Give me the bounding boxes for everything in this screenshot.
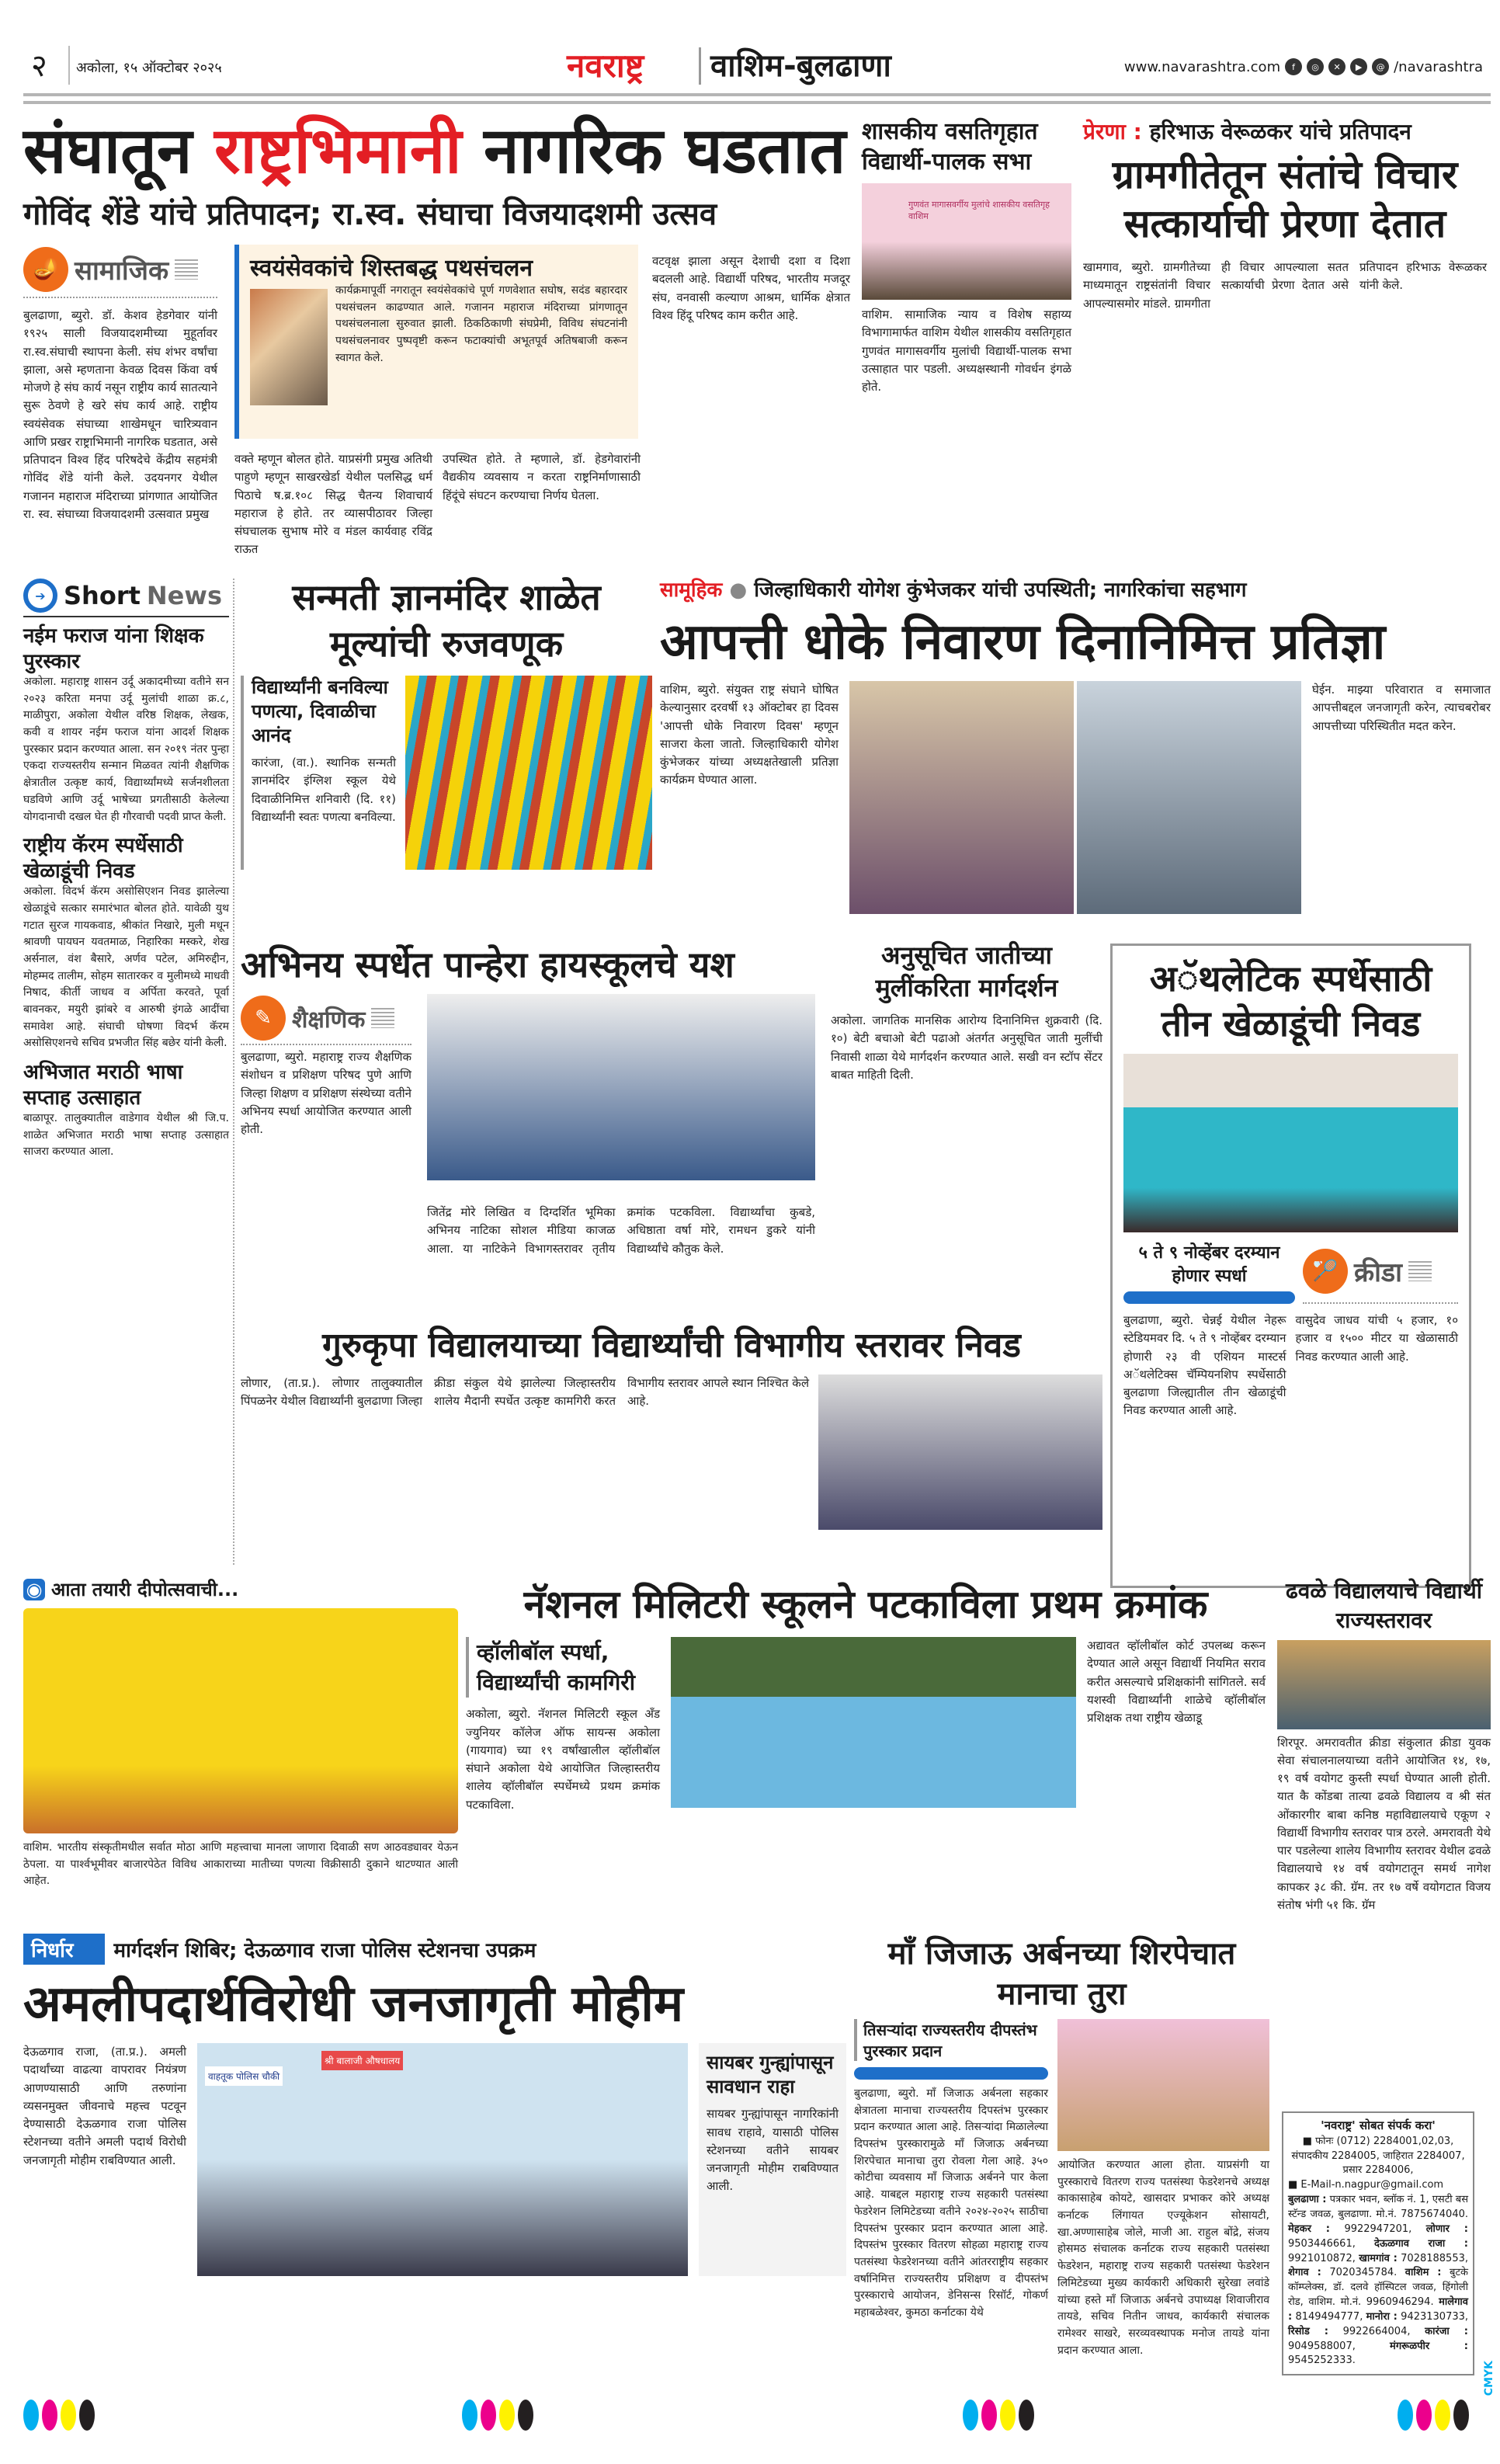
office-place: शेगाव : [1288, 2267, 1321, 2279]
office-place: कारंजा : [1425, 2325, 1468, 2337]
cmyk-marks [462, 2400, 533, 2431]
photo-header [23, 1576, 458, 1602]
office-detail: 9922947201, [1344, 2222, 1412, 2235]
short-news-header [23, 579, 229, 617]
photo-banner-text: गुणवंत मागासवर्गीय मुलांचे शासकीय वसतिगृह वाशिम [908, 200, 1050, 221]
kicker [23, 1934, 846, 1965]
cmyk-marks [23, 2400, 95, 2431]
news-title: राष्ट्रीय कॅरम स्पर्धेसाठी खेळाडूंची निवड [23, 834, 183, 883]
article-body: बुलढाणा, ब्युरो. चेन्नई येथील नेहरू स्टेडियमवर दि. ५ ते ९ नोव्हेंबर दरम्यान होणारी २३ वी एशियन मास्टर्स अॅथलेटिक्स चॅम्पियनशिप स्पर्धेसाठी बुलढाणा जिल्ह्यातील तीन खेळाडूंची निवड करण्यात आली आहे. [1123, 1313, 1286, 1418]
section-tag-label: शैक्षणिक [292, 1006, 366, 1034]
article-body: खामगाव, ब्युरो. ग्रामगीतेच्या माध्यमातून राष्ट्रसंतांनी विचार आपल्यासमोर मांडले. ग्रामगीता ही विचार आपल्याला सतत सत्कार्याची प्रेरणा देतात असे प्रतिपादन हरिभाऊ वेरूळकर यांनी केले. [1083, 260, 1487, 311]
office-detail: 7028188553, [1401, 2252, 1468, 2264]
students-photo [818, 1374, 1102, 1530]
column-divider [233, 579, 234, 1565]
felicitation-photo [1277, 1640, 1491, 1729]
news-title: नईम फराज यांना शिक्षक पुरस्कार [23, 624, 204, 673]
acting-story [241, 940, 823, 1312]
photo-caption: वाशिम. भारतीय संस्कृतीमधील सर्वात मोठा आणि महत्त्वाचा मानला जाणारा दिवाळी सण आठवड्यावर येऊन ठेपला. या पार्श्वभूमीवर बाजारपेठेत विविध आकाराच्या मातीच्या पणत्या विक्रीसाठी दुकाने थाटण्यात आली आहेत. [23, 1841, 458, 1888]
subheadline: विद्यार्थ्यांनी बनविल्या पणत्या, दिवाळीचा आनंद [252, 676, 388, 746]
article-body-right: घेईन. माझ्या परिवारात व समाजात आपत्तीबद्दल जनजागृती करेन, त्याचबरोबर आपत्तीच्या परिस्थितीत मदत करेन. [1312, 683, 1491, 733]
x-icon[interactable]: ✕ [1328, 58, 1345, 75]
headline: अभिनय स्पर्धेत पान्हेरा हायस्कूलचे यश [241, 944, 734, 985]
social-handle: /navarashtra [1394, 58, 1483, 75]
article-body-end: जितेंद्र मोरे लिखित व दिग्दर्शित भूमिका अभिनय नाटिका सोशल मीडिया काजळ आला. या नाटिकेने विभागस्तरावर तृतीय क्रमांक पटकविला. विद्यार्थ्यांचा कुबडे, अधिष्ठाता वर्षा मोरे, रामधन डुकरे यांनी विद्यार्थ्यांचे कौतुक केले. [427, 1205, 815, 1256]
athletic-story [1110, 944, 1471, 1588]
sc-girls-story [831, 940, 1102, 1312]
website-bar [1124, 58, 1483, 75]
issue-date: अकोला, १५ ऑक्टोबर २०२५ [76, 60, 222, 76]
article-body: वाशिम, ब्युरो. संयुक्त राष्ट्र संघाने घोषित केल्यानुसार दरवर्षी १३ ऑक्टोबर हा दिवस 'आपत्ती धोके निवारण दिवस' म्हणून साजरा केला जातो. जिल्हाधिकारी योगेश कुंभेजकर यांच्या अध्यक्षतेखाली प्रतिज्ञा कार्यक्रम घेण्यात आला. [660, 683, 839, 787]
section-tag [241, 996, 411, 1045]
box-title: सायबर गुन्ह्यांपासून सावधान राहा [707, 2052, 834, 2098]
article-body: बुलढाणा, ब्युरो. माँ जिजाऊ अर्बनला सहकार क्षेत्रातला मानाचा राज्यस्तरीय दिपस्तंभ पुरस्कार प्रदान करण्यात आला आहे. तिसऱ्यांदा मिळालेल्या दिपस्तंभ पुरस्कारामुळे माँ जिजाऊ अर्बनच्या शिरपेचात मानाचा तुरा रोवला गेला आहे. ३५० कोटीचा व्यवसाय माँ जिजाऊ अर्बनने पार केला आहे. याबद्दल महाराष्ट्र राज्य सहकारी पतसंस्था फेडरेशन लिमिटेडच्या वतीने २०२४-२०२५ साठीचा दिपस्तंभ पुरस्कार प्रदान करण्यात आला आहे. दिपस्तंभ पुरस्कार वितरण सोहळा महाराष्ट्र राज्य पतसंस्था फेडरेशनच्या वतीने आंतरराष्ट्रीय सहकार वर्षानिमित्त राज्यस्तरीय प्रशिक्षण व दीपस्तंभ पुरस्काराचे आयोजन, डेनिसन्स रिसॉर्ट, गोकर्ण महाबळेश्वर, कुमठा कर्नाटका येथे [854, 2087, 1048, 2319]
contact-box [1282, 2111, 1474, 2375]
headline: अमलीपदार्थविरोधी जनजागृती मोहीम [23, 1976, 684, 2033]
news-title: अभिजात मराठी भाषा सप्ताह उत्साहात [23, 1061, 183, 1110]
headline: गुरुकृपा विद्यालयाच्या विद्यार्थ्यांची विभागीय स्तरावर निवड [322, 1326, 1021, 1365]
office-place: खामगांव : [1359, 2252, 1398, 2264]
article-body: लोणार, (ता.प्र.). लोणार तालुक्यातील पिंपळनेर येथील विद्यार्थ्यांनी बुलढाणा जिल्हा क्रीडा संकुल येथे झालेल्या जिल्हास्तरीय शालेय मैदानी स्पर्धेत उत्कृष्ट कामगिरी करत विभागीय स्तरावर आपले स्थान निश्चित केले आहे. [241, 1376, 809, 1409]
news-item [23, 1060, 229, 1161]
sidebar-box [234, 245, 638, 439]
sports-icon: 🏸 [1303, 1249, 1348, 1294]
award-photo [1057, 2019, 1269, 2151]
event-photo [862, 183, 1071, 300]
masthead-rule [23, 93, 1491, 104]
page-number: २ [31, 48, 47, 84]
office-place: मेहकर : [1288, 2222, 1330, 2235]
office-place: लोणार : [1425, 2222, 1469, 2235]
article-body: अकोला. जागतिक मानसिक आरोग्य दिनानिमित्त शुक्रवारी (दि. १०) बेटी बचाओ बेटी पढाओ अंतर्गत अनुसूचित जाती मुलींची निवासी शाळा येथे मार्गदर्शन करण्यात आले. सखी वन स्टॉप सेंटर बाबत माहिती दिली. [831, 1013, 1102, 1082]
office-place: बुलढाणा : [1288, 2194, 1327, 2206]
sanmati-story [241, 575, 652, 924]
lines-icon [371, 1008, 394, 1028]
facebook-icon[interactable]: f [1285, 58, 1302, 75]
article-body: कारंजा, (वा.). स्थानिक सन्मती ज्ञानमंदिर इंग्लिश स्कूल येथे दिवाळीनिमित्त शनिवारी (दि. ११) विद्यार्थ्यांनी स्वतः पणत्या बनविल्या. [252, 756, 396, 824]
diya-photo-feature [23, 1576, 458, 1918]
headline: सन्मती ज्ञानमंदिर शाळेत मूल्यांची रुजवणूक [292, 576, 601, 665]
box-title: स्वयंसेवकांचे शिस्तबद्ध पथसंचलन [250, 255, 533, 282]
kicker [1083, 116, 1487, 146]
news-item [23, 833, 229, 1052]
office-list [1288, 2193, 1468, 2368]
office-detail: 9423130733, [1401, 2310, 1469, 2323]
gurukrupa-story [241, 1320, 1102, 1569]
cmyk-label: CMYK [1483, 2361, 1495, 2396]
office-detail: 9049588007, [1288, 2340, 1356, 2352]
kicker-text: जिल्हाधिकारी योगेश कुंभेजकर यांची उपस्थिती; नागरिकांचा सहभाग [754, 579, 1247, 602]
youtube-icon[interactable]: ▶ [1350, 58, 1367, 75]
bullet-icon: ● [729, 579, 748, 602]
cmyk-marks [963, 2400, 1034, 2431]
office-detail: 9545252333. [1288, 2355, 1356, 2367]
kicker-text: हरिभाऊ वेरूळकर यांचे प्रतिपादन [1149, 119, 1411, 144]
office-detail: बुटके कॉम्प्लेक्स, डॉ. दलवे हॉस्पिटल जवळ, हिंगोली रोड, वाशिम. मो.नं. 9960946294. [1288, 2267, 1468, 2309]
article-body: वाशिम. सामाजिक न्याय व विशेष सहाय्य विभागामार्फत वाशिम येथील शासकीय वसतिगृहात गुणवंत मागासवर्गीय मुलांची विद्यार्थी-पालक सभा उत्साहात पार पडली. अध्यक्षस्थानी गोवर्धन इंगळे होते. [862, 308, 1071, 394]
rally-photo [197, 2043, 688, 2276]
office-detail: 9503446661, [1288, 2237, 1356, 2250]
brand-logo: नवराष्ट्र [567, 47, 644, 85]
office-detail: 7020345784. [1329, 2267, 1398, 2279]
office-detail: पत्रकार भवन, ब्लॉक नं. 1, एसटी बस स्टॅन्ड जवळ, बुलढाणा. मो.नं. 7875674040. [1288, 2194, 1468, 2220]
headline: अॅथलेटिक स्पर्धेसाठी तीन खेळाडूंची निवड [1149, 957, 1432, 1044]
lines-icon [175, 259, 198, 280]
instagram-icon[interactable]: ◎ [1307, 58, 1324, 75]
subheadline: तिसऱ्यांदा राज्यस्तरीय दीपस्तंभ पुरस्कार प्रदान [854, 2019, 1048, 2061]
headline: अनुसूचित जातीच्या मुलींकरिता मार्गदर्शन [875, 940, 1058, 1003]
classroom-photo [405, 676, 652, 870]
article-body-col4: वटवृक्ष झाला असून देशाची दशा व दिशा बदलली आहे. विद्यार्थी परिषद, भारतीय मजदूर संघ, वनवासी कल्याण आश्रम, धार्मिक क्षेत्रात विश्व हिंदू परिषद काम करीत आहे. [652, 254, 850, 322]
article-body: शिरपूर. अमरावतीत क्रीडा संकुलात क्रीडा युवक सेवा संचालनालयाच्या वतीने आयोजित १४, १७, १९ वर्ष वयोगट कुस्ती स्पर्धा घेण्यात आली होती. यात कै कोंडबा तात्या ढवळे विद्यालय व श्री संत ओंकारगीर बाबा कनिष्ठ महाविद्यालयाचे एकूण २ विद्यार्थी विभागीय स्तरावर पात्र ठरले. अमरावती येथे पार पडलेल्या शालेय विभागीय स्तरावर येथील ढवळे विद्यालयाचे १४ वर्ष वयोगटातून समर्थ नागेश कापकर ३८ की. ग्रॅम. तर १७ वर्षे वयोगटात विजय संतोष भंगी ५१ कि. ग्रॅम [1277, 1735, 1491, 1912]
office-place: रिसोड : [1288, 2325, 1329, 2337]
photo-title: आता तयारी दीपोत्सवाची... [51, 1579, 239, 1600]
edition-title: वाशिम-बुलढाणा [710, 48, 891, 84]
headline: नॅशनल मिलिटरी स्कूलने पटकाविला प्रथम क्रमांक [523, 1582, 1208, 1627]
headline: ढवळे विद्यालयाचे विद्यार्थी राज्यस्तरावर [1286, 1578, 1482, 1633]
drug-awareness-story [23, 1934, 846, 2392]
headline: ग्रामगीतेतून संतांचे विचार सत्कार्याची प्रेरणा देतात [1112, 152, 1458, 246]
article-body-col2: वक्ते म्हणून बोलत होते. याप्रसंगी प्रमुख अतिथी पाहुणे म्हणून साखरखेर्डा येथील पलसिद्ध धर्म पिठाचे ष.ब्र.१०८ सिद्ध चैतन्य शिवाचार्य महाराज हे होते. तर व्यासपीठावर जिल्हा संघचालक सुभाष मोरे व मंडल कार्यवाह रविंद्र राऊत [234, 452, 432, 557]
office-detail: 9922664004, [1342, 2325, 1411, 2337]
section-tag-label: क्रीडा [1354, 1257, 1402, 1288]
news-body: अकोला. विदर्भ कॅरम असोसिएशन निवड झालेल्या खेळाडूंचे सत्कार समारंभात बोलत होते. यावेळी युथ गटात सुरज गायकवाड, श्रीकांत निखारे, मुली मधून श्रावणी पायघन यवतमाळ, निहारिका मस्करे, शेख अर्सनाल, वंश बैसारे, अर्णव पटेल, अमिरुद्दीन, मोहम्मद तालीम, सोहम सातारकर व मुलीमध्ये माधवी निषाद, कीर्ती जाधव व अर्पिता करवते, पूर्वा बावनकर, मयुरी झांबरे व आरुषी इंगळे आदींचा समावेश आहे. संघाची घोषणा विदर्भ कॅरम असोसिएशनचे सचिव प्रभजीत सिंह बछेर यांनी केली. [23, 885, 229, 1050]
kicker-text: मार्गदर्शन शिबिर; देऊळगाव राजा पोलिस स्टेशनचा उपक्रम [113, 1939, 536, 1962]
jijau-story [854, 1934, 1269, 2392]
article-body-col2: आयोजित करण्यात आला होता. याप्रसंगी या पुरस्काराचे वितरण राज्य पतसंस्था फेडरेशनचे अध्यक्ष काकासाहेब कोयटे, खासदार प्रभाकर कोरे अध्यक्ष कर्नाटक लिंगायत एज्यूकेशन सोसायटी, खा.अण्णासाहेब जोले, माजी आ. राहुल बोंद्रे, संजय होसमठ संचालक कर्नाटक राज्य सहकारी पतसंस्था फेडरेशन, महाराष्ट्र राज्य सहकारी पतसंस्था फेडरेशन लिमिटेडच्या मुख्य कार्यकारी अधिकारी सुरेखा लवांडे यांच्या हस्ते माँ जिजाऊ अर्बनचे उपाध्यक्ष शिवाजीराव तायडे, सचिव नितीन जाधव, कार्यकारी संचालक रामेश्वर साखरे, सरव्यवस्थापक मनोज तायडे यांना प्रदान करण्यात आला. [1057, 2159, 1269, 2357]
office-detail: 8149494777, [1295, 2310, 1363, 2323]
box-body: सायबर गुन्ह्यांपासून नागरिकांनी सावध राहावे, यासाठी पोलिस स्टेशनच्या वतीने सायबर जनजागृती मोहीम राबविण्यात आली. [707, 2107, 839, 2194]
headline [23, 116, 854, 186]
contact-title: 'नवराष्ट्र' सोबत संपर्क करा' [1321, 2118, 1436, 2132]
office-place: देऊळगाव राजा : [1374, 2237, 1468, 2250]
kicker [660, 575, 1491, 603]
accent-bar [854, 2067, 1048, 2080]
headline: शासकीय वसतिगृहात विद्यार्थी-पालक सभा [862, 118, 1038, 176]
photo-sign-text: श्री बालाजी औषधालय [321, 2051, 403, 2070]
book-icon: ✎ [241, 996, 286, 1041]
military-story [466, 1576, 1266, 1918]
header-light: News [146, 581, 222, 610]
portrait-photo [250, 289, 328, 405]
office-place: मालेगाव : [1288, 2296, 1468, 2323]
kicker-highlight: प्रेरणा : [1083, 119, 1142, 144]
subheadline: गोविंद शेंडे यांचे प्रतिपादन; रा.स्व. संघाचा विजयादशमी उत्सव [23, 196, 717, 233]
kicker-highlight: सामूहिक [660, 579, 723, 602]
short-news [23, 579, 229, 1565]
headline: माँ जिजाऊ अर्बनच्या शिरपेचात मानाचा तुरा [887, 1936, 1236, 2012]
office-place: मंगरूळपीर : [1390, 2340, 1468, 2352]
threads-icon[interactable]: @ [1372, 58, 1389, 75]
photo-sign-text: वाहतूक पोलिस चौकी [205, 2066, 283, 2086]
lead-story [23, 116, 854, 567]
award-photo [427, 994, 815, 1180]
kicker-highlight: निर्धार [23, 1934, 105, 1965]
box-body: कार्यक्रमापूर्वी नगरातून स्वयंसेवकांचे पूर्ण गणवेशात सघोष, सदंड बहारदार पथसंचलन काढण्यात आले. गजानन महाराज मंदिराच्या प्रांगणातून पथसंचलनाला सुरुवात झाली. ठिकठिकाणी संघप्रेमी, विविध संघटनांनी पथसंचलनावर पुष्पवृष्टी करून फटाक्यांची अभूतपूर्व अतिषबाजी करून स्वागत केले. [335, 284, 627, 364]
divider [68, 46, 70, 85]
website-link[interactable]: www.navarashtra.com [1123, 58, 1281, 75]
section-tag-label: सामाजिक [75, 255, 169, 287]
team-photo [671, 1637, 1076, 1808]
cyber-box [699, 2043, 846, 2276]
news-body: अकोला. महाराष्ट्र शासन उर्दू अकादमीच्या वतीने सन २०२३ करिता मनपा उर्दू मुलांची शाळा क्र.८, माळीपुरा, अकोला येथील वरिष्ठ शिक्षक, लेखक, कवी व शायर नईम फराज यांना आदर्श शिक्षक पुरस्कार प्रदान करण्यात आला. सन २०१९ नंतर पुन्हा एकदा राज्यस्तरीय सन्मान मिळवत त्यांनी शैक्षणिक क्षेत्रातील उत्कृष्ट कार्य, विद्यार्थ्यांमध्ये सर्जनशीलता घडविणे आणि उर्दू भाषेच्या प्रगतीसाठी केलेल्या योगदानाची दखल घेत ही गौरवाची पदवी प्राप्त केली. [23, 676, 229, 823]
masthead [23, 43, 1491, 89]
section-tag [1303, 1240, 1458, 1304]
hostel-story [862, 116, 1071, 567]
article-body-right: वासुदेव जाधव यांची ५ हजार, १० हजार व १५०० मीटर या खेळासाठी निवड करण्यात आली आहे. [1295, 1313, 1458, 1364]
news-body: बाळापूर. तालुक्यातील वाडेगाव येथील श्री जि.प. शाळेत अभिजात मराठी भाषा सप्ताह उत्साहात साजरा करण्यात आला. [23, 1112, 229, 1159]
headline: आपत्ती धोके निवारण दिनानिमित्त प्रतिज्ञा [660, 613, 1386, 671]
article-body: अकोला, ब्युरो. नॅशनल मिलिटरी स्कूल अँड ज्युनियर कॉलेज ऑफ सायन्स अकोला (गायगाव) च्या १९ वर्षांखालील व्हॉलीबॉल संघाने अकोला येथे आयोजित जिल्हास्तरीय शालेय व्हॉलीबॉल स्पर्धेमध्ये प्रथम क्रमांक पटकाविला. [466, 1707, 660, 1812]
team-photo [1123, 1054, 1458, 1232]
arrow-icon: ➔ [23, 579, 57, 613]
article-body: देऊळगाव राजा, (ता.प्र.). अमली पदार्थांच्या वाढत्या वापरावर नियंत्रण आणण्यासाठी आणि तरुणांना व्यसनमुक्त जीवनाचे महत्त्व पटवून देण्यासाठी देऊळगाव राजा पोलिस स्टेशनच्या वतीने अमली पदार्थ विरोधी जनजागृती मोहीम राबविण्यात आली. [23, 2045, 186, 2167]
accent-bar [1123, 1291, 1295, 1304]
headline-text: संघातून [23, 114, 214, 188]
lines-icon [1408, 1261, 1432, 1281]
pledge-photo [849, 681, 1074, 914]
camera-icon: ◉ [23, 1579, 45, 1600]
article-body-right: अद्यावत व्हॉलीबॉल कोर्ट उपलब्ध करून देण्यात आले असून विद्यार्थी नियमित सराव करीत असल्याचे प्रशिक्षकांनी सांगितले. सर्व यशस्वी विद्यार्थ्यांनी शाळेचे व्हॉलीबॉल प्रशिक्षक तथा राष्ट्रीय खेळाडू [1087, 1639, 1266, 1725]
article-body: बुलढाणा, ब्युरो. डॉ. केशव हेडगेवार यांनी १९२५ साली विजयादशमीच्या मुहूर्तावर रा.स्व.संघाची स्थापना केली. संघ शंभर वर्षांचा झाला, असे म्हणताना केवळ दिवस किंवा वर्ष मोजणे हे संघ कार्य नसून राष्ट्रीय कार्य सातत्याने सुरू ठेवणे हे खरे संघ कार्य आहे. राष्ट्रीय स्वयंसेवक संघाच्या शाखेमधून चारित्र्यवान आणि प्रखर राष्ट्राभिमानी नागरिक घडतात, असे प्रतिपादन विश्व हिंद परिषदेचे केंद्रीय सहमंत्री गोविंद शेंडे यांनी केले. उदयनगर येथील गजानन महाराज मंदिराच्या प्रांगणात आयोजित रा. स्व. संघाच्या विजयादशमी उत्सवात प्रमुख [23, 308, 217, 521]
news-item [23, 624, 229, 825]
office-photo [1077, 681, 1301, 914]
article-body-col3: उपस्थित होते. ते म्हणाले, डॉ. हेडगेवारांनी वैद्यकीय व्यवसाय न करता राष्ट्रनिर्माणासाठी हिंदूंचे संघटन करण्याचा निर्णय घेतला. [443, 452, 641, 502]
contact-phone: ■ फोनः (0712) 2284001,02,03, संपादकीय 2284005, जाहिरात 2284007, प्रसार 2284006, [1291, 2135, 1465, 2177]
disaster-story [660, 575, 1491, 924]
office-detail: 9921010872, [1288, 2252, 1356, 2264]
dhavale-story [1277, 1576, 1491, 2035]
headline-text: नागरिक घडतात [461, 114, 846, 188]
header-bold: Short [64, 581, 141, 610]
contact-email: ■ E-Mail-n.nagpur@gmail.com [1288, 2179, 1444, 2191]
cmyk-marks [1398, 2400, 1469, 2431]
phone-text: फोनः (0712) 2284001,02,03, संपादकीय 2284005, जाहिरात 2284007, प्रसार 2284006, [1291, 2135, 1465, 2177]
section-tag [23, 247, 217, 298]
office-place: वाशिम : [1405, 2267, 1442, 2279]
subheadline: व्हॉलीबॉल स्पर्धा, विद्यार्थ्यांची कामगिरी [466, 1637, 660, 1698]
headline-highlight: राष्ट्रभिमानी [214, 114, 462, 188]
gramgeeta-story [1083, 116, 1487, 567]
article-body: बुलढाणा, ब्युरो. महाराष्ट्र राज्य शैक्षणिक संशोधन व प्रशिक्षण परिषद पुणे आणि जिल्हा शिक्षण व प्रशिक्षण संस्थेच्या वतीने अभिनय स्पर्धा आयोजित करण्यात आली होती. [241, 1050, 411, 1136]
email-link[interactable]: E-Mail-n.nagpur@gmail.com [1300, 2179, 1444, 2191]
subheadline: ५ ते ९ नोव्हेंबर दरम्यान होणार स्पर्धा [1138, 1243, 1280, 1286]
diya-stall-photo [23, 1608, 458, 1833]
office-place: मानोरा : [1366, 2310, 1398, 2323]
divider [699, 47, 701, 85]
lamp-icon: 🪔 [23, 247, 68, 292]
